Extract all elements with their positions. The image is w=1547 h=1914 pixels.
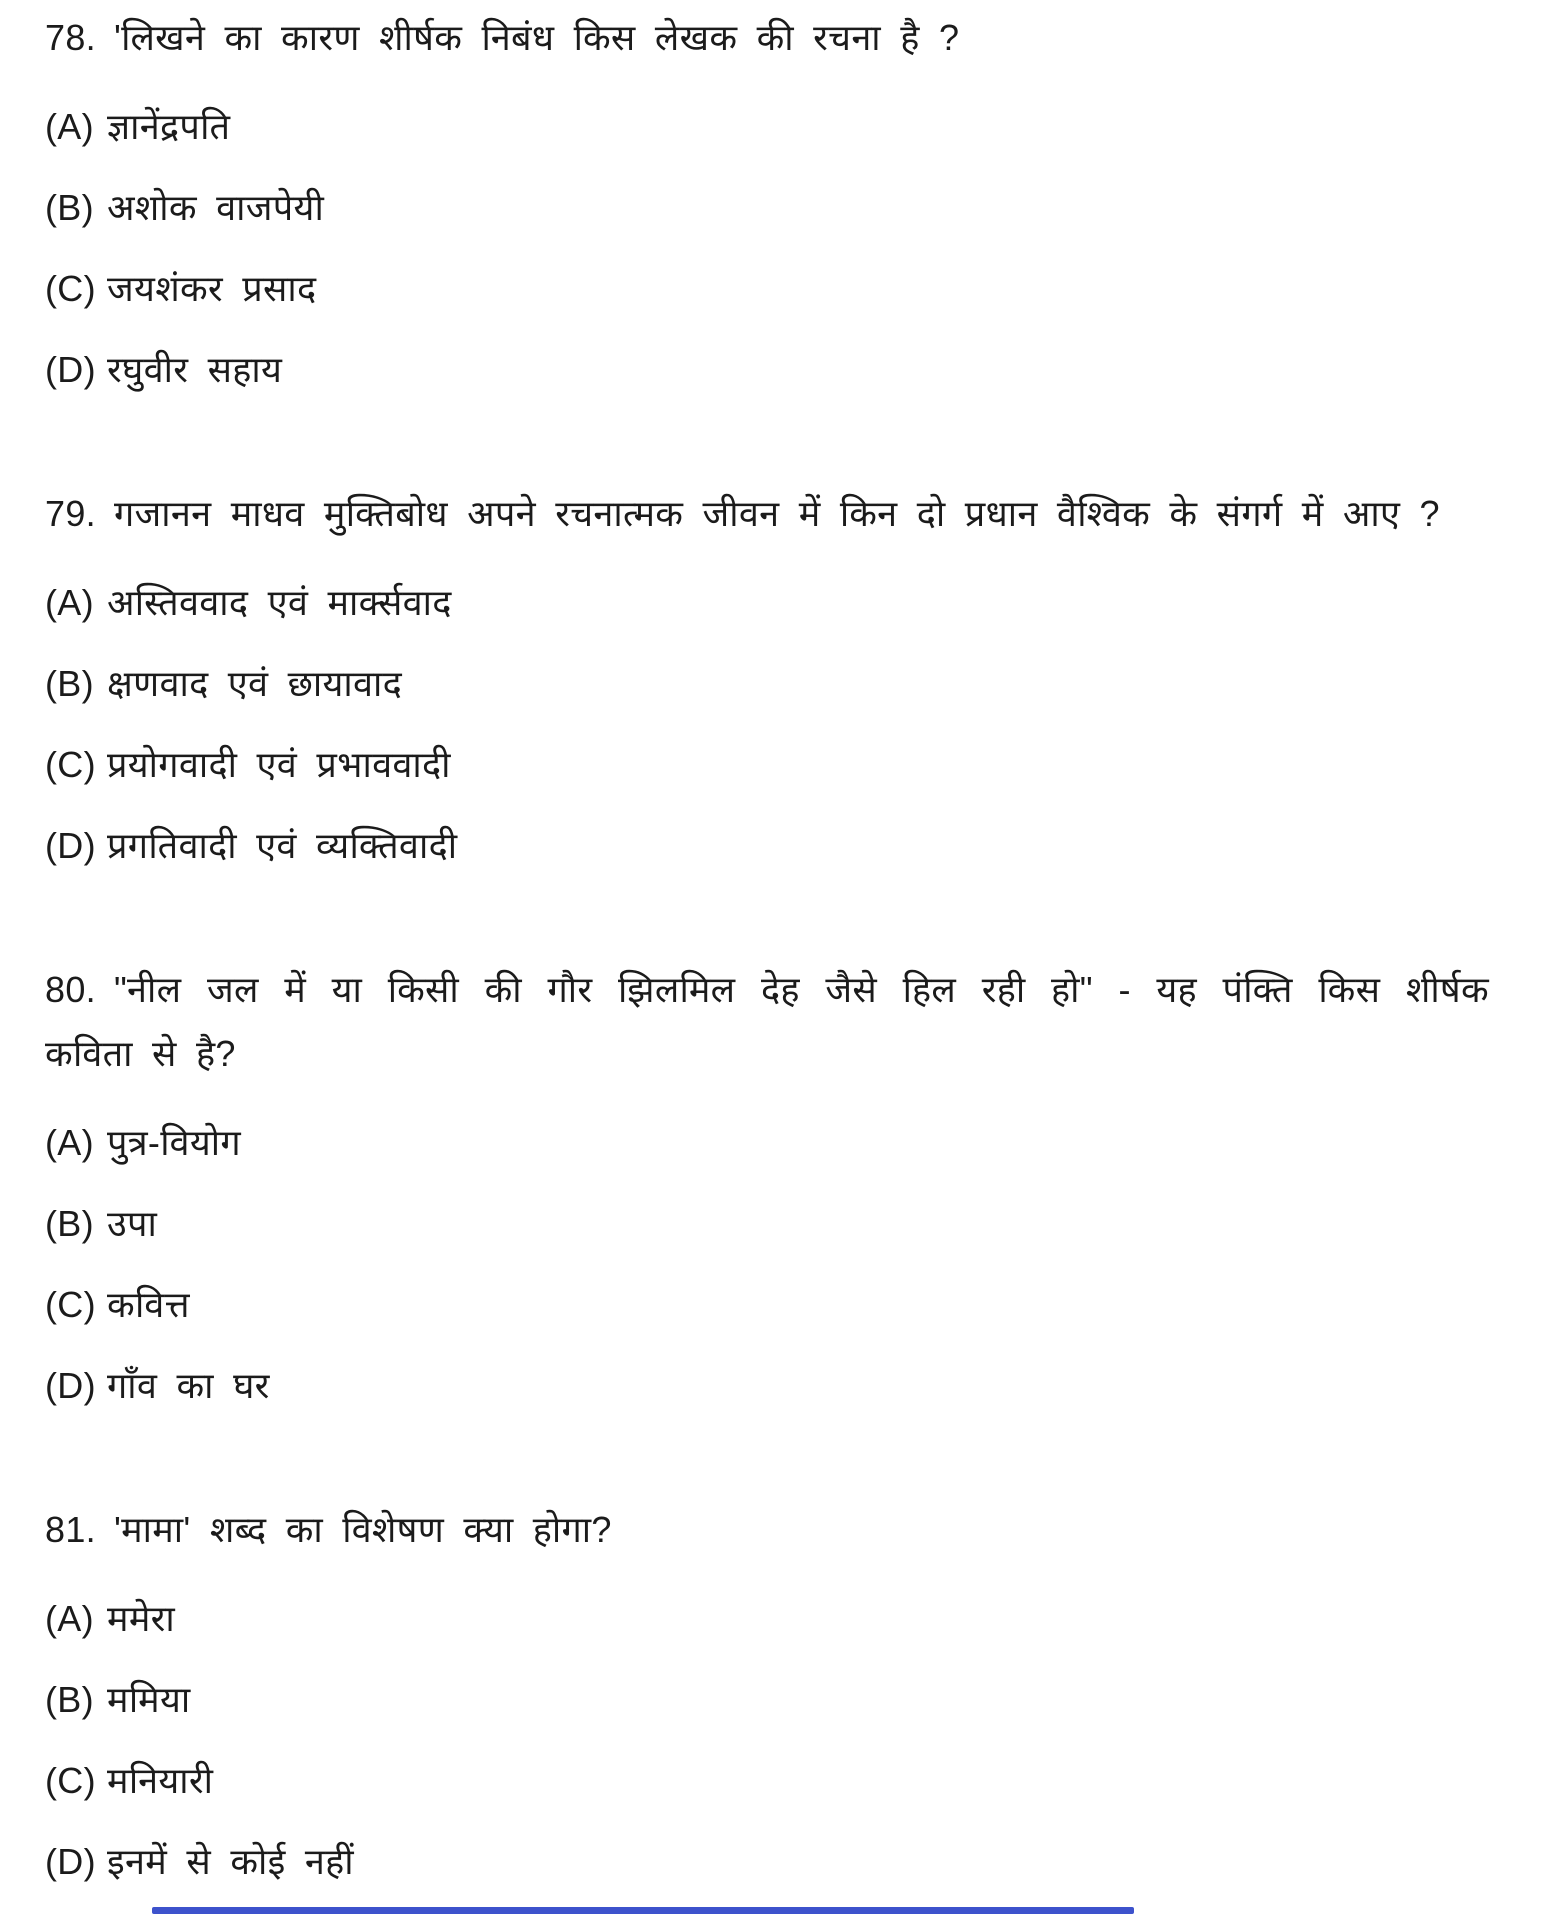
question-81-options [45, 1595, 1489, 1886]
question-79 [45, 482, 1489, 870]
question-79-option-b [45, 660, 1489, 708]
footer-underline [152, 1907, 1134, 1914]
question-78-option-a [45, 103, 1489, 151]
option-text: रघुवीर सहाय [107, 349, 283, 390]
question-79-option-c [45, 741, 1489, 789]
option-text: ममिया [107, 1679, 191, 1720]
question-81-option-b [45, 1676, 1489, 1724]
option-label: (B) [45, 1203, 94, 1244]
option-text: प्रयोगवादी एवं प्रभाववादी [107, 744, 451, 785]
option-label: (C) [45, 1760, 96, 1801]
question-78-option-c [45, 265, 1489, 313]
question-81-option-a [45, 1595, 1489, 1643]
question-number: 78. [45, 17, 96, 58]
question-number: 80. [45, 969, 96, 1010]
question-81 [45, 1498, 1489, 1886]
question-78-line [45, 6, 1489, 70]
option-label: (B) [45, 187, 94, 228]
question-number: 81. [45, 1509, 96, 1550]
question-text: "नील जल में या किसी की गौर झिलमिल देह जैसे हिल रही हो" - यह पंक्ति किस शीर्षक कविता से है? [45, 969, 1489, 1074]
option-label: (B) [45, 1679, 94, 1720]
option-text: गाँव का घर [107, 1365, 270, 1406]
question-78-option-b [45, 184, 1489, 232]
question-number: 79. [45, 493, 96, 534]
question-80-line [45, 958, 1489, 1086]
option-text: उपा [107, 1203, 158, 1244]
question-80-options [45, 1119, 1489, 1410]
question-80-option-b [45, 1200, 1489, 1248]
question-81-option-c [45, 1757, 1489, 1805]
question-81-option-d [45, 1838, 1489, 1886]
question-78 [45, 6, 1489, 394]
option-label: (B) [45, 663, 94, 704]
option-label: (D) [45, 1365, 96, 1406]
option-text: क्षणवाद एवं छायावाद [107, 663, 403, 704]
option-label: (D) [45, 1841, 96, 1882]
option-text: जयशंकर प्रसाद [107, 268, 317, 309]
option-text: प्रगतिवादी एवं व्यक्तिवादी [107, 825, 458, 866]
option-text: पुत्र-वियोग [107, 1122, 241, 1163]
question-81-line [45, 1498, 1489, 1562]
option-label: (A) [45, 582, 94, 623]
option-text: कवित्त [107, 1284, 190, 1325]
option-label: (D) [45, 825, 96, 866]
question-80 [45, 958, 1489, 1410]
question-79-line [45, 482, 1489, 546]
option-text: अशोक वाजपेयी [107, 187, 325, 228]
option-label: (A) [45, 106, 94, 147]
option-label: (C) [45, 744, 96, 785]
option-text: अस्तिववाद एवं मार्क्सवाद [107, 582, 452, 623]
question-78-option-d [45, 346, 1489, 394]
option-label: (A) [45, 1598, 94, 1639]
question-text: गजानन माधव मुक्तिबोध अपने रचनात्मक जीवन में किन दो प्रधान वैश्विक के संगर्ग में आए ? [113, 493, 1440, 534]
option-label: (C) [45, 1284, 96, 1325]
option-text: ममेरा [107, 1598, 176, 1639]
option-text: मनियारी [107, 1760, 214, 1801]
question-text: 'मामा' शब्द का विशेषण क्या होगा? [113, 1509, 612, 1550]
question-80-option-d [45, 1362, 1489, 1410]
question-78-options [45, 103, 1489, 394]
question-80-option-a [45, 1119, 1489, 1167]
question-80-option-c [45, 1281, 1489, 1329]
question-79-options [45, 579, 1489, 870]
option-label: (D) [45, 349, 96, 390]
question-79-option-d [45, 822, 1489, 870]
option-label: (A) [45, 1122, 94, 1163]
question-79-option-a [45, 579, 1489, 627]
option-text: इनमें से कोई नहीं [107, 1841, 354, 1882]
option-label: (C) [45, 268, 96, 309]
question-text: 'लिखने का कारण शीर्षक निबंध किस लेखक की रचना है ? [113, 17, 960, 58]
option-text: ज्ञानेंद्रपति [107, 106, 231, 147]
